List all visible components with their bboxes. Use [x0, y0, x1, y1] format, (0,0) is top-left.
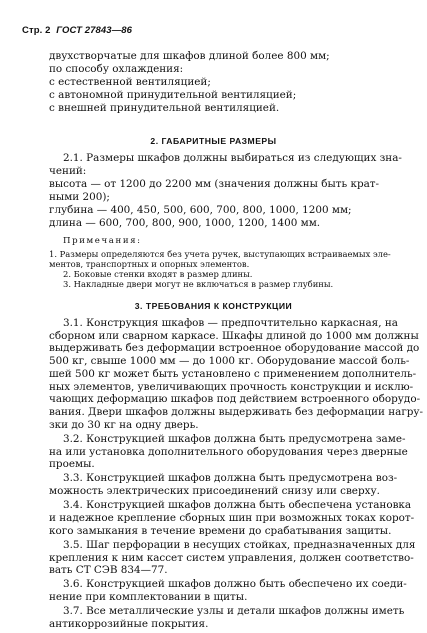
- text-line: зки до 30 кг на одну дверь.: [49, 418, 199, 431]
- text-line: 500 кг, свыше 1000 мм — до 1000 кг. Оборудование массой боль-: [49, 355, 410, 368]
- text-line: кого замыкания в течение времени до срабатывания защиты.: [49, 524, 392, 537]
- text-line: высота — от 1200 до 2200 мм (значения должны быть крат-: [49, 178, 380, 190]
- note-line: 2. Боковые стенки входят в размер длины.: [63, 269, 253, 279]
- section-heading: 3. ТРЕБОВАНИЯ К КОНСТРУКЦИИ: [134, 301, 293, 311]
- text-line: 3.7. Все металлические узлы и детали шкафов должны иметь: [63, 605, 405, 618]
- text-line: ных элементов, увеличивающих прочность конструкции и исклю-: [49, 380, 414, 393]
- text-line: можность электрических присоединений снизу или сверху.: [49, 485, 380, 497]
- text-line: чений:: [49, 165, 87, 177]
- text-line: антикоррозийные покрытия.: [49, 618, 209, 630]
- text-line: 3.1. Конструкция шкафов — предпочтительно каркасная, на: [63, 317, 398, 329]
- notes-title: Примечания:: [63, 236, 142, 246]
- text-line: проемы.: [49, 458, 95, 471]
- text-line: длина — 600, 700, 800, 900, 1000, 1200, 1400 мм.: [49, 217, 321, 229]
- section-heading: 2. ГАБАРИТНЫЕ РАЗМЕРЫ: [150, 136, 277, 146]
- note-line: 3. Накладные двери могут не включаться в размер глубины.: [63, 279, 334, 289]
- text-line: выдерживать без деформации встроенное оборудование массой до: [49, 342, 420, 355]
- text-line: шей 500 кг может быть установлено с применением дополнитель-: [49, 367, 417, 380]
- text-line: крепления к ним кассет систем управления, должен соответство-: [49, 551, 414, 564]
- text-line: глубина — 400, 450, 500, 600, 700, 800, 1000, 1200 мм;: [49, 204, 352, 216]
- text-line: вания. Двери шкафов должны выдерживать без деформации нагру-: [49, 405, 424, 418]
- note-line: ментов, транспортных и опорных элементов.: [49, 259, 250, 269]
- text-line: с автономной принудительной вентиляцией;: [49, 89, 297, 101]
- page-number: Стр. 2: [22, 25, 51, 36]
- text-line: 3.6. Конструкцией шкафов должно быть обеспечено их соеди-: [63, 578, 407, 591]
- text-line: чающих деформацию шкафов под действием встроенного оборудо-: [49, 393, 421, 406]
- text-line: вать СТ СЭВ 834—77.: [49, 564, 168, 577]
- text-line: 3.2. Конструкцией шкафов должна быть предусмотрена заме-: [63, 432, 406, 445]
- text-line: двухстворчатые для шкафов длиной более 800 мм;: [49, 50, 330, 62]
- text-line: с внешней принудительной вентиляцией.: [49, 102, 280, 114]
- text-line: 3.3. Конструкцией шкафов должна быть предусмотрена воз-: [63, 472, 398, 485]
- text-line: нение при комплектовании в щиты.: [49, 591, 248, 604]
- note-line: 1. Размеры определяются без учета ручек, выступающих встраиваемых эле-: [49, 249, 391, 259]
- page-header: [22, 25, 135, 36]
- text-line: 2.1. Размеры шкафов должны выбираться из следующих зна-: [63, 152, 402, 164]
- text-line: по способу охлаждения:: [49, 63, 184, 75]
- text-line: ными 200);: [49, 191, 110, 203]
- text-line: на или установка дополнительного оборудования через дверные: [49, 445, 408, 458]
- text-line: с естественной вентиляцией;: [49, 76, 211, 88]
- standard-number: ГОСТ 27843—86: [56, 25, 133, 36]
- text-line: сборном или сварном каркасе. Шкафы длиной до 1000 мм должны: [49, 329, 419, 342]
- text-line: 3.4. Конструкцией шкафов должна быть обеспечена установка: [63, 499, 412, 512]
- text-line: 3.5. Шаг перфорации в несущих стойках, предназначенных для: [63, 538, 416, 551]
- text-line: и надежное крепление сборных шин при возможных токах корот-: [49, 511, 415, 524]
